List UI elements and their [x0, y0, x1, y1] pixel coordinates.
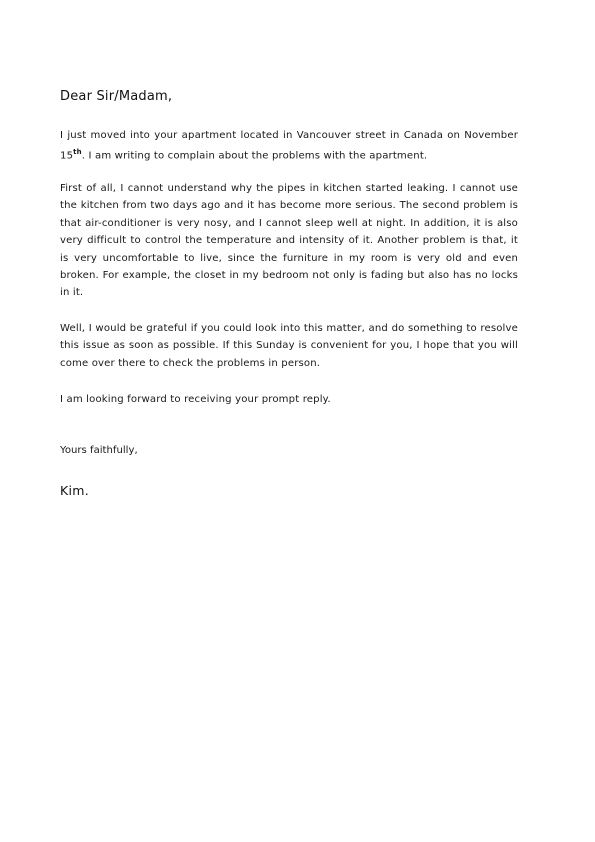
paragraph-problems: First of all, I cannot understand why the pipes in kitchen started leaking. I cannot use the kitchen from two days ago and it has become more serious. The second problem is that air-conditioner is very nosy, and I cannot sleep well at night. In addition, it is also very difficult to control the temperature and intensity of it. Another problem is that, it is very uncomfortable to live, since the furniture in my room is very old and even broken. For example, the closet in my bedroom not only is fading but also has no locks in it.: [60, 183, 518, 299]
paragraph-intro: [60, 127, 518, 165]
date-ordinal-suffix: th: [73, 148, 82, 157]
paragraph-request: Well, I would be grateful if you could look into this matter, and do something to resolve this issue as soon as possible. If this Sunday is convenient for you, I hope that you will come over there to check the problems in person.: [60, 323, 518, 369]
paragraph-closing-line: I am looking forward to receiving your prompt reply.: [60, 394, 331, 405]
closing: Yours faithfully,: [60, 445, 138, 456]
intro-text: I just moved into your apartment located in Vancouver street in Canada on November 15: [60, 130, 518, 162]
intro-text-end: . I am writing to complain about the problems with the apartment.: [81, 150, 428, 162]
signature: Kim.: [60, 483, 90, 498]
salutation: Dear Sir/Madam,: [60, 89, 173, 104]
